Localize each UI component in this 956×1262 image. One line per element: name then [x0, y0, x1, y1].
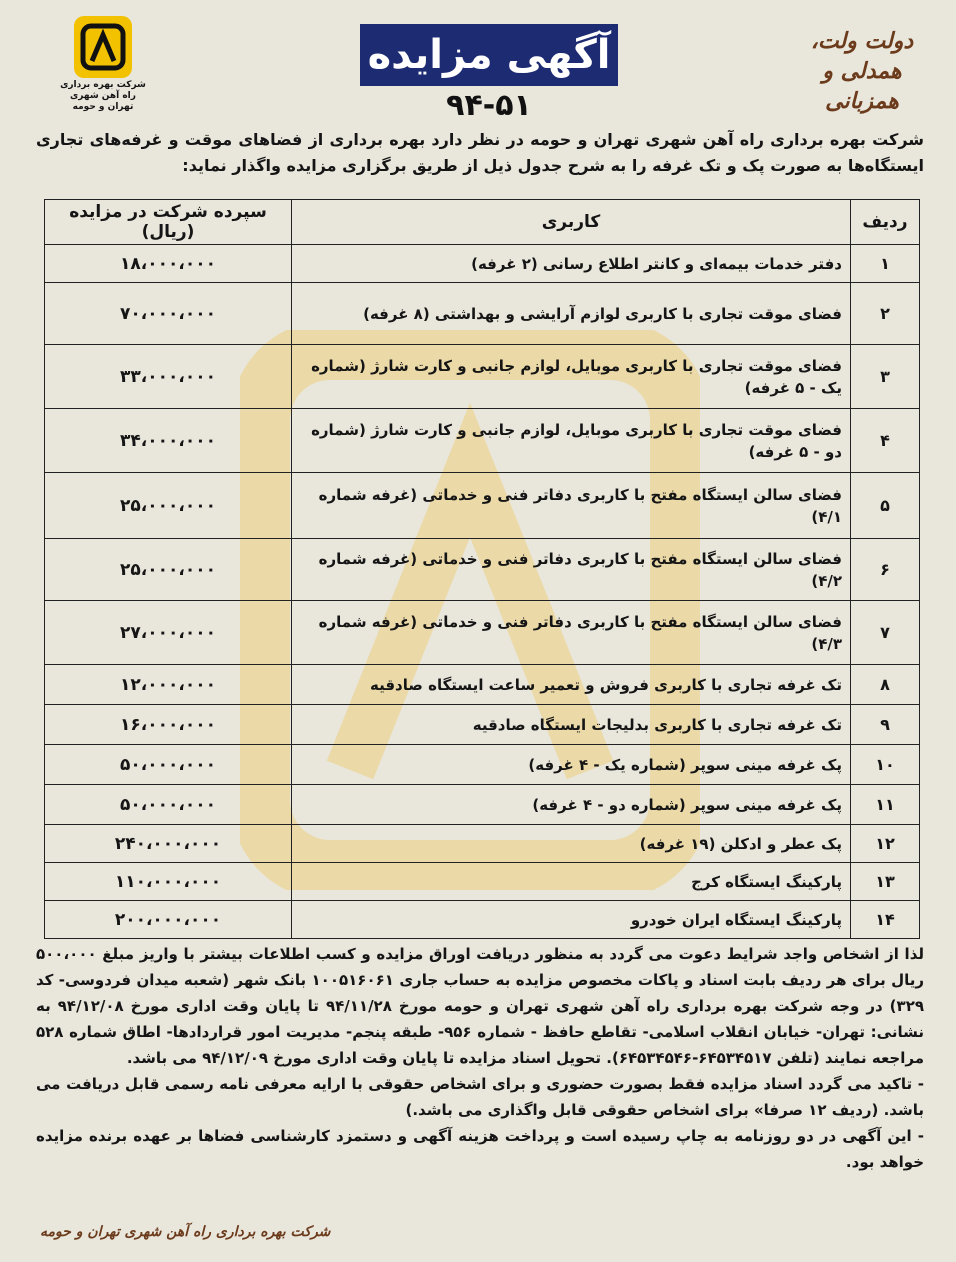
row-deposit: ۲۰۰،۰۰۰،۰۰۰ — [45, 901, 292, 939]
header-deposit: سپرده شرکت در مزایده (ریال) — [45, 200, 292, 245]
company-signature: شرکت بهره برداری راه آهن شهری تهران و حومه — [40, 1224, 331, 1240]
row-deposit: ۲۵،۰۰۰،۰۰۰ — [45, 539, 292, 601]
table-row — [45, 745, 920, 785]
row-number: ۹ — [851, 705, 920, 745]
header-row-number: ردیف — [851, 200, 920, 245]
page-title: آگهی مزایده — [360, 24, 618, 86]
slogan — [792, 26, 932, 116]
row-deposit: ۵۰،۰۰۰،۰۰۰ — [45, 785, 292, 825]
intro-paragraph: شرکت بهره برداری راه آهن شهری تهران و حومه در نظر دارد بهره برداری از فضاهای موقت و غرفه‌های تجاری ایستگاه‌ها به صورت پک و تک غرفه را به شرح جدول ذیل از طریق برگزاری مزایده واگذار نماید: — [36, 130, 924, 175]
table-row — [45, 601, 920, 665]
table-row — [45, 665, 920, 705]
row-number: ۷ — [851, 601, 920, 665]
row-number: ۲ — [851, 283, 920, 345]
footer-paragraph-2: - تاکید می گردد اسناد مزایده فقط بصورت حضوری و برای اشخاص حقوقی با ارایه معرفی نامه رسمی قابل دریافت می باشد. (ردیف ۱۲ صرفا» برای اشخاص حقوقی قابل واگذاری می باشد.) — [36, 1075, 924, 1119]
row-usage: فضای سالن ایستگاه مفتح با کاربری دفاتر فنی و خدماتی (غرفه شماره ۴/۳) — [292, 601, 851, 665]
table-row — [45, 705, 920, 745]
footer-paragraph-1: لذا از اشخاص واجد شرایط دعوت می گردد به منظور دریافت اوراق مزایده و کسب اطلاعات بیشتر با واریز مبلغ ۵۰۰،۰۰۰ ریال برای هر ردیف بابت اسناد و پاکات مخصوص مزایده به حساب جاری ۱۰۰۵۱۶۰۶۱ بانک شهر (شعبه میدان فردوسی- کد ۳۲۹) در وجه شرکت بهره برداری راه آهن شهری تهران و حومه مورخ ۹۴/۱۱/۲۸ تا پایان وقت اداری مورخ ۹۴/۱۲/۰۸ به نشانی: تهران- خیابان انقلاب اسلامی- تقاطع حافظ - شماره ۹۵۶- طبقه پنجم- مدیریت امور قراردادها- اطاق شماره ۵۲۸ مراجعه نمایند (تلفن ۶۴۵۳۴۵۱۷-۶۴۵۳۴۵۴۶). تحویل اسناد مزایده تا پایان وقت اداری مورخ ۹۴/۱۲/۰۹ می باشد. — [36, 945, 925, 1067]
table-row — [45, 245, 920, 283]
auction-table — [44, 199, 920, 939]
row-deposit: ۲۴۰،۰۰۰،۰۰۰ — [45, 825, 292, 863]
row-number: ۱ — [851, 245, 920, 283]
row-usage: پارکینگ ایستگاه ایران خودرو — [292, 901, 851, 939]
auction-number: ۹۴-۵۱ — [446, 88, 532, 123]
row-deposit: ۱۱۰،۰۰۰،۰۰۰ — [45, 863, 292, 901]
row-number: ۵ — [851, 473, 920, 539]
table-row — [45, 345, 920, 409]
row-number: ۱۴ — [851, 901, 920, 939]
row-usage: فضای سالن ایستگاه مفتح با کاربری دفاتر فنی و خدماتی (غرفه شماره ۴/۲) — [292, 539, 851, 601]
table-row — [45, 539, 920, 601]
row-deposit: ۱۸،۰۰۰،۰۰۰ — [45, 245, 292, 283]
row-number: ۳ — [851, 345, 920, 409]
slogan-line-2: همدلی و همزبانی — [822, 58, 902, 114]
row-usage: فضای سالن ایستگاه مفتح با کاربری دفاتر فنی و خدماتی (غرفه شماره ۴/۱) — [292, 473, 851, 539]
row-deposit: ۳۳،۰۰۰،۰۰۰ — [45, 345, 292, 409]
logo-line-1: شرکت بهره برداری — [60, 80, 146, 90]
header-usage: کاربری — [292, 200, 851, 245]
row-usage: تک غرفه تجاری با کاربری فروش و تعمیر ساعت ایستگاه صادقیه — [292, 665, 851, 705]
table-row — [45, 785, 920, 825]
row-number: ۶ — [851, 539, 920, 601]
row-deposit: ۲۵،۰۰۰،۰۰۰ — [45, 473, 292, 539]
row-number: ۱۲ — [851, 825, 920, 863]
row-deposit: ۱۶،۰۰۰،۰۰۰ — [45, 705, 292, 745]
row-usage: فضای موقت تجاری با کاربری موبایل، لوازم جانبی و کارت شارژ (شماره دو - ۵ غرفه) — [292, 409, 851, 473]
row-deposit: ۷۰،۰۰۰،۰۰۰ — [45, 283, 292, 345]
table-row — [45, 409, 920, 473]
company-logo — [58, 16, 148, 112]
metro-logo-icon — [74, 16, 132, 78]
table-row — [45, 901, 920, 939]
row-usage: فضای موقت تجاری با کاربری لوازم آرایشی و بهداشتی (۸ غرفه) — [292, 283, 851, 345]
row-usage: تک غرفه تجاری با کاربری بدلیجات ایستگاه صادقیه — [292, 705, 851, 745]
table-row — [45, 473, 920, 539]
table-header-row — [45, 200, 920, 245]
footer-paragraph-3: - این آگهی در دو روزنامه به چاپ رسیده است و پرداخت هزینه آگهی و دستمزد کارشناسی فضاها بر عهده برنده مزایده خواهد بود. — [36, 1127, 924, 1171]
slogan-line-1: دولت ولت، — [810, 28, 914, 54]
logo-line-2: راه آهن شهری تهران و حومه — [70, 91, 136, 112]
row-number: ۱۰ — [851, 745, 920, 785]
row-usage: پک عطر و ادکلن (۱۹ غرفه) — [292, 825, 851, 863]
row-deposit: ۲۷،۰۰۰،۰۰۰ — [45, 601, 292, 665]
row-number: ۸ — [851, 665, 920, 705]
row-usage: پک غرفه مینی سوپر (شماره دو - ۴ غرفه) — [292, 785, 851, 825]
logo-caption — [58, 80, 148, 113]
row-deposit: ۵۰،۰۰۰،۰۰۰ — [45, 745, 292, 785]
row-number: ۱۳ — [851, 863, 920, 901]
table-row — [45, 283, 920, 345]
table-row — [45, 863, 920, 901]
row-usage: فضای موقت تجاری با کاربری موبایل، لوازم جانبی و کارت شارژ (شماره یک - ۵ غرفه) — [292, 345, 851, 409]
row-number: ۱۱ — [851, 785, 920, 825]
row-deposit: ۱۲،۰۰۰،۰۰۰ — [45, 665, 292, 705]
footer-text — [36, 941, 924, 1175]
row-usage: پک غرفه مینی سوپر (شماره یک - ۴ غرفه) — [292, 745, 851, 785]
row-usage: پارکینگ ایستگاه کرج — [292, 863, 851, 901]
table-row — [45, 825, 920, 863]
row-number: ۴ — [851, 409, 920, 473]
header — [0, 0, 956, 125]
row-deposit: ۳۴،۰۰۰،۰۰۰ — [45, 409, 292, 473]
row-usage: دفتر خدمات بیمه‌ای و کانتر اطلاع رسانی (۲ غرفه) — [292, 245, 851, 283]
